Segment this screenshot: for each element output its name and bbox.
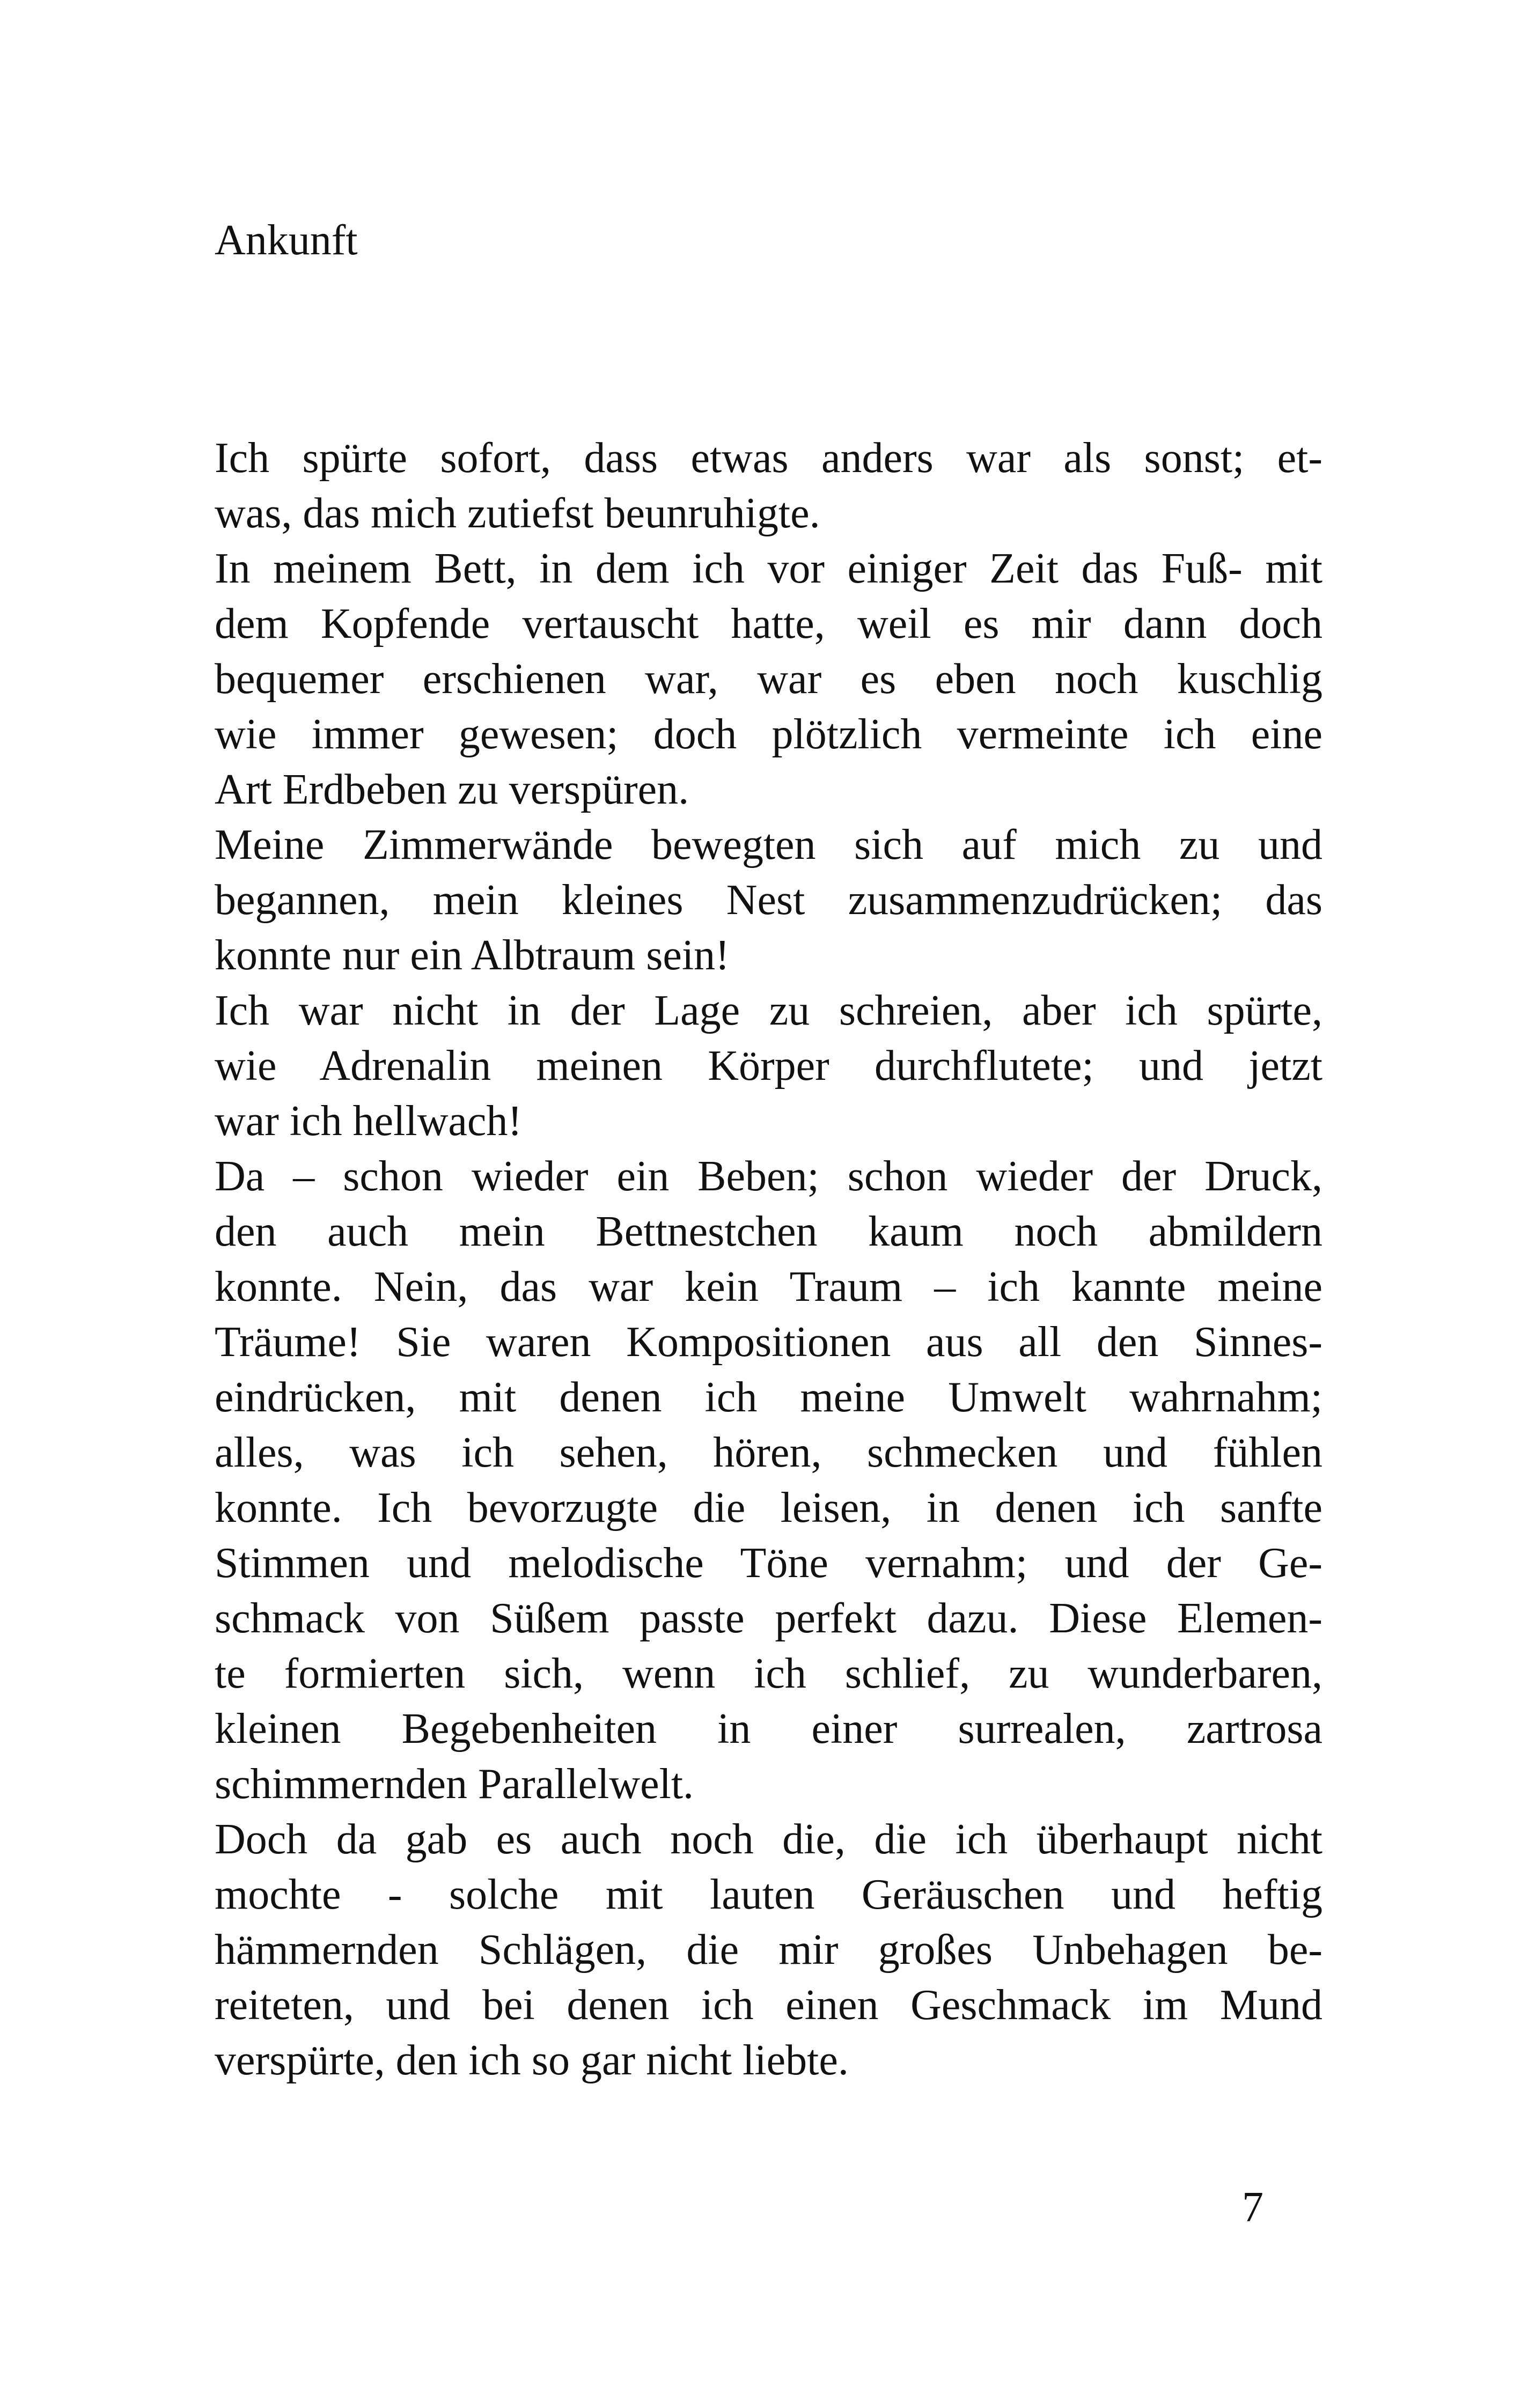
chapter-title: Ankunft — [215, 217, 358, 264]
text-line: Art Erdbeben zu verspüren. — [215, 766, 689, 813]
text-line: kleinen Begebenheiten in einer surrealen, zartrosa — [215, 1705, 1322, 1752]
text-line: hämmernden Schlägen, die mir großes Unbehagen be- — [215, 1926, 1322, 1973]
text-line: schimmernden Parallelwelt. — [215, 1761, 694, 1808]
text-line: te formierten sich, wenn ich schlief, zu wunderbaren, — [215, 1650, 1322, 1697]
text-line: bequemer erschienen war, war es eben noch kuschlig — [215, 656, 1322, 703]
text-line: schmack von Süßem passte perfekt dazu. Diese Elemen- — [215, 1595, 1322, 1642]
paragraph — [215, 1149, 1322, 1812]
text-line: konnte nur ein Albtraum sein! — [215, 932, 730, 979]
text-line: Stimmen und melodische Töne vernahm; und der Ge- — [215, 1540, 1322, 1587]
text-line: konnte. Ich bevorzugte die leisen, in denen ich sanfte — [215, 1484, 1322, 1531]
page-number: 7 — [1242, 2184, 1263, 2231]
text-line: reiteten, und bei denen ich einen Geschmack im Mund — [215, 1982, 1322, 2029]
text-line: Ich war nicht in der Lage zu schreien, aber ich spürte, — [215, 987, 1322, 1034]
text-line: alles, was ich sehen, hören, schmecken und fühlen — [215, 1429, 1322, 1476]
text-line: eindrücken, mit denen ich meine Umwelt wahrnahm; — [215, 1374, 1322, 1421]
text-line: wie Adrenalin meinen Körper durchflutete; und jetzt — [215, 1042, 1322, 1089]
text-line: was, das mich zutiefst beunruhigte. — [215, 490, 820, 537]
text-line: den auch mein Bettnestchen kaum noch abmildern — [215, 1208, 1322, 1255]
text-line: In meinem Bett, in dem ich vor einiger Zeit das Fuß- mit — [215, 545, 1322, 592]
paragraph — [215, 431, 1322, 541]
paragraph — [215, 1812, 1322, 2088]
paragraph — [215, 541, 1322, 818]
text-line: konnte. Nein, das war kein Traum – ich kannte meine — [215, 1263, 1322, 1310]
text-line: Doch da gab es auch noch die, die ich überhaupt nicht — [215, 1816, 1322, 1863]
text-line: Da – schon wieder ein Beben; schon wieder der Druck, — [215, 1153, 1322, 1200]
paragraph — [215, 983, 1322, 1149]
body-text — [215, 431, 1322, 2088]
text-line: mochte - solche mit lauten Geräuschen und heftig — [215, 1871, 1322, 1918]
text-line: Meine Zimmerwände bewegten sich auf mich zu und — [215, 821, 1322, 868]
text-line: war ich hellwach! — [215, 1098, 523, 1145]
text-line: wie immer gewesen; doch plötzlich vermeinte ich eine — [215, 711, 1322, 758]
text-line: Ich spürte sofort, dass etwas anders war als sonst; et- — [215, 435, 1322, 482]
text-line: verspürte, den ich so gar nicht liebte. — [215, 2037, 849, 2084]
paragraph — [215, 818, 1322, 983]
text-line: Träume! Sie waren Kompositionen aus all den Sinnes- — [215, 1319, 1322, 1366]
text-line: begannen, mein kleines Nest zusammenzudrücken; das — [215, 877, 1322, 924]
text-line: dem Kopfende vertauscht hatte, weil es mir dann doch — [215, 600, 1322, 647]
